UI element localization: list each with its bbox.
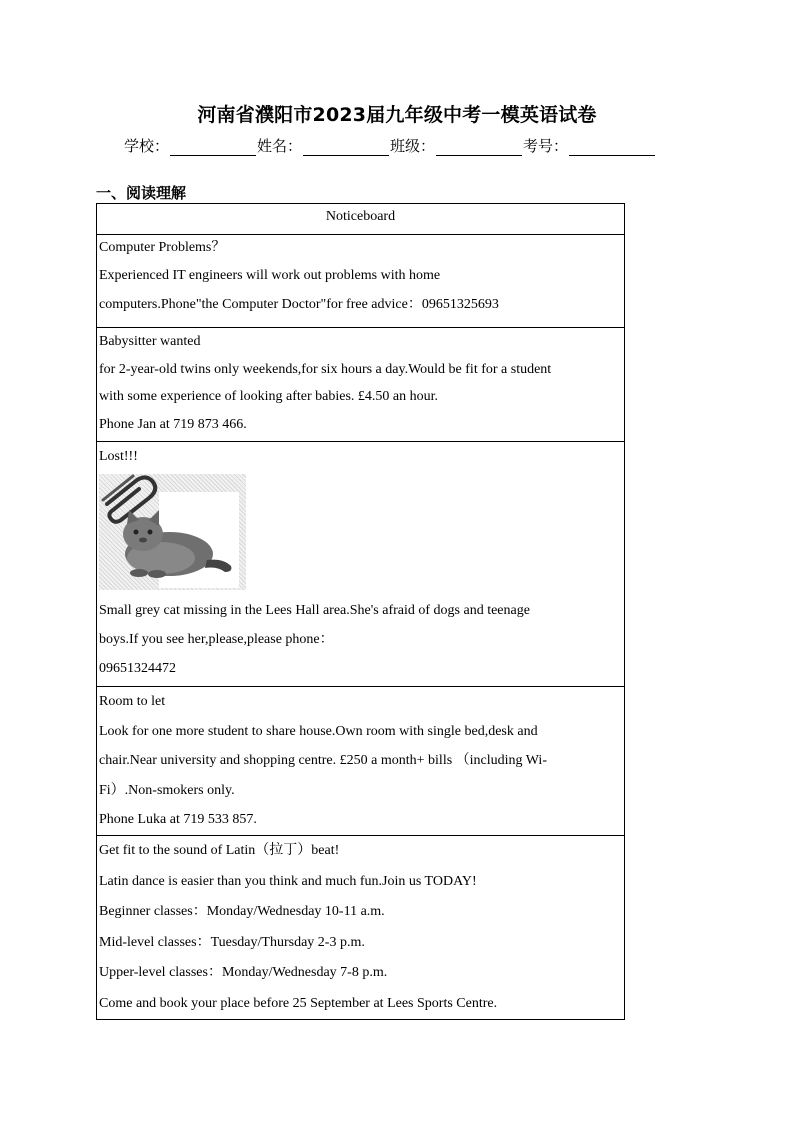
notice-latin-line: Come and book your place before 25 September at Lees Sports Centre.	[99, 995, 498, 1011]
notice-room-line: Look for one more student to share house.Own room with single bed,desk and	[99, 723, 538, 739]
notice-babysitter-line: Phone Jan at 719 873 466.	[99, 416, 247, 432]
notice-room-title: Room to let	[99, 694, 166, 709]
notice-lost-title: Lost!!!	[99, 449, 138, 464]
noticeboard-table	[96, 203, 625, 1020]
notice-room	[97, 687, 625, 836]
notice-computer-line: Experienced IT engineers will work out problems with home	[99, 268, 441, 283]
exam-number-label: 考号：	[523, 137, 569, 155]
notice-room-line: Fi）.Non-smokers only.	[99, 782, 235, 798]
name-label: 姓名：	[257, 137, 303, 155]
notice-babysitter-line: with some experience of looking after babies. £4.50 an hour.	[99, 389, 439, 404]
name-blank[interactable]	[303, 141, 389, 156]
cat-photo-icon	[99, 474, 246, 590]
notice-latin-title: Get fit to the sound of Latin（拉丁）beat!	[99, 843, 340, 858]
school-blank[interactable]	[170, 141, 256, 156]
student-info-row	[124, 135, 656, 156]
class-label: 班级：	[390, 137, 436, 155]
notice-lost	[97, 442, 625, 687]
page-title: 河南省濮阳市2023届九年级中考一模英语试卷	[197, 104, 597, 126]
notice-lost-phone: 09651324472	[99, 661, 176, 676]
notice-babysitter	[97, 328, 625, 442]
notice-room-line: chair.Near university and shopping centre. £250 a month+ bills （including Wi-	[99, 753, 547, 768]
noticeboard-header: Noticeboard	[97, 204, 625, 235]
notice-latin-line: Beginner classes：Monday/Wednesday 10-11 a.m.	[99, 904, 385, 919]
notice-room-line: Phone Luka at 719 533 857.	[99, 812, 257, 827]
notice-babysitter-title: Babysitter wanted	[99, 334, 201, 349]
notice-computer-title: Computer Problems？	[99, 240, 226, 255]
notice-latin-line: Upper-level classes：Monday/Wednesday 7-8 p.m.	[99, 965, 388, 980]
notice-computer	[97, 235, 625, 328]
notice-latin-line: Latin dance is easier than you think and much fun.Join us TODAY!	[99, 873, 477, 889]
class-blank[interactable]	[436, 141, 522, 156]
notice-latin	[97, 836, 625, 1020]
notice-latin-line: Mid-level classes：Tuesday/Thursday 2-3 p.m.	[99, 934, 365, 950]
section-heading: 一、阅读理解	[96, 184, 187, 202]
notice-computer-line: computers.Phone"the Computer Doctor"for free advice：09651325693	[99, 297, 499, 312]
notice-lost-line: Small grey cat missing in the Lees Hall area.She's afraid of dogs and teenage	[99, 603, 530, 618]
notice-lost-line: boys.If you see her,please,please phone：	[99, 632, 334, 647]
exam-number-blank[interactable]	[569, 141, 655, 156]
school-label: 学校：	[124, 137, 170, 155]
notice-babysitter-line: for 2-year-old twins only weekends,for six hours a day.Would be fit for a student	[99, 361, 552, 377]
